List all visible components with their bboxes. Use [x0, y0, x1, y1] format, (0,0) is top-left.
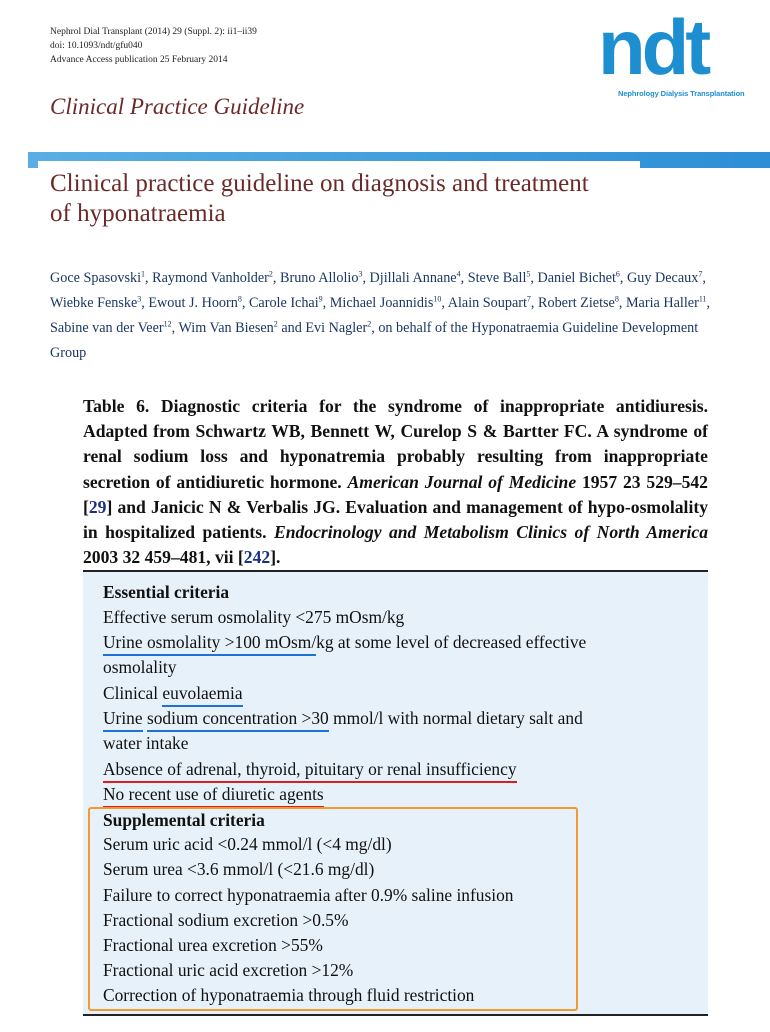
supplemental-criterion: Serum urea <3.6 mmol/l (<21.6 mg/dl) [103, 859, 375, 879]
blue-underline-urine: Urine [103, 708, 143, 732]
author-affiliation: 12 [163, 319, 172, 329]
article-title-line1: Clinical practice guideline on diagnosis and treatment [50, 170, 589, 197]
author-separator: and [277, 320, 306, 336]
caption-text-5: ]. [270, 547, 281, 568]
author-affiliation: 11 [698, 294, 707, 304]
author-entry [148, 295, 241, 311]
author-name[interactable]: Wim Van Biesen [178, 320, 274, 336]
author-entry [448, 295, 531, 311]
author-name[interactable]: Raymond Vanholder [152, 270, 269, 286]
author-separator: , [460, 270, 468, 286]
blue-underline-sodium-concentration: sodium concentration >30 [147, 708, 329, 732]
author-entry [538, 270, 620, 286]
caption-text-2: 1957 23 529–542 [ [83, 471, 708, 517]
author-separator: , [441, 295, 448, 311]
author-entry [627, 270, 702, 286]
caption-journal-2: Endocrinology and Metabolism Clinics of North America [273, 522, 708, 543]
caption-text-3: ] and Janicic N & Verbalis JG. Evaluation and management of hypo-osmolality in hospitalized patients. [83, 496, 708, 543]
author-affiliation: 10 [433, 294, 442, 304]
author-affiliation: 7 [526, 294, 531, 304]
supplemental-criterion: Failure to correct hyponatraemia after 0.9% saline infusion [103, 885, 514, 905]
article-title [50, 169, 640, 229]
author-separator: , [322, 295, 330, 311]
essential-criterion-urine-osmolality [103, 630, 586, 655]
section-label: Clinical Practice Guideline [50, 94, 305, 119]
caption-text-4: 2003 32 459–481, vii [ [83, 547, 244, 568]
author-affiliation: 3 [358, 269, 363, 279]
author-name[interactable]: Bruno Allolio [280, 270, 359, 286]
author-name[interactable]: Evi Nagler [305, 320, 368, 336]
author-entry [330, 295, 442, 311]
author-entry [305, 320, 371, 336]
author-entry [280, 270, 362, 286]
caption-text-1: Table 6. Diagnostic criteria for the syndrome of inappropriate antidiuresis. Adapted from Schwartz WB, Bennett W, Curelop S & Bartter FC. A syndrome of renal sodium loss and hyponatremia probably resulting from inappropriate secretion of antidiuretic hormone. [83, 396, 708, 492]
author-affiliation: 1 [141, 269, 146, 279]
author-entry [370, 270, 461, 286]
author-separator: , [619, 270, 628, 286]
author-name[interactable]: Maria Haller [625, 295, 699, 311]
essential-criterion-diuretics [103, 782, 324, 807]
ndt-logo [598, 3, 745, 100]
supplemental-criterion: Correction of hyponatraemia through fluid restriction [103, 985, 475, 1005]
author-name[interactable]: Guy Decaux [627, 270, 699, 286]
author-affiliation: 2 [273, 319, 278, 329]
author-affiliation: 5 [526, 269, 531, 279]
logo-subtitle: Nephrology Dialysis Transplantation [618, 89, 745, 98]
blue-underline-euvolaemia: euvolaemia [162, 683, 242, 707]
blue-underline-urine-osmolality: Urine osmolality >100 mOsm/ [103, 632, 316, 656]
essential-criteria-heading: Essential criteria [103, 582, 230, 602]
author-name[interactable]: Alain Soupart [447, 295, 527, 311]
logo-text: ndt [598, 3, 708, 91]
red-underline-diuretics: No recent use of diuretic agents [103, 784, 324, 808]
author-separator: , [706, 295, 711, 311]
author-affiliation: 8 [237, 294, 242, 304]
author-affiliation: 3 [137, 294, 142, 304]
reference-link-242[interactable]: 242 [243, 547, 271, 568]
author-separator: , on behalf of the Hyponatraemia Guideline Development Group [50, 320, 699, 361]
essential-criterion-osmolality-cont: osmolality [103, 657, 177, 677]
supplemental-criteria-heading: Supplemental criteria [103, 810, 265, 830]
author-separator: , [241, 295, 249, 311]
author-entry [152, 270, 273, 286]
author-separator: , [530, 295, 539, 311]
author-affiliation: 6 [615, 269, 620, 279]
essential-criterion-insufficiency [103, 757, 517, 782]
author-name[interactable]: Goce Spasovski [50, 270, 142, 286]
author-affiliation: 2 [367, 319, 372, 329]
author-list [50, 266, 730, 366]
author-name[interactable]: Michael Joannidis [329, 295, 434, 311]
essential-criterion-water-intake: water intake [103, 733, 189, 753]
essential-criterion-urine-sodium [103, 706, 583, 731]
euvolaemia-prefix: Clinical [103, 683, 163, 703]
author-entry [50, 270, 145, 286]
essential-criterion-euvolaemia [103, 681, 243, 706]
supplemental-criterion: Fractional uric acid excretion >12% [103, 960, 354, 980]
author-name[interactable]: Robert Zietse [538, 295, 615, 311]
journal-citation: Nephrol Dial Transplant (2014) 29 (Suppl. 2): ii1–ii39 [50, 27, 257, 37]
author-affiliation: 8 [614, 294, 619, 304]
urine-sodium-rest: mmol/l with normal dietary salt and [328, 708, 583, 728]
author-affiliation: 2 [268, 269, 273, 279]
author-name[interactable]: Daniel Bichet [537, 270, 616, 286]
journal-doi: doi: 10.1093/ndt/gfu040 [50, 41, 143, 51]
author-name[interactable]: Sabine van der Veer [50, 320, 164, 336]
author-separator: , [145, 270, 153, 286]
author-name[interactable]: Ewout J. Hoorn [148, 295, 238, 311]
author-name[interactable]: Carole Ichai [248, 295, 319, 311]
caption-journal-1: American Journal of Medicine [347, 471, 577, 492]
author-separator: , [171, 320, 179, 336]
reference-link-29[interactable]: 29 [88, 496, 107, 517]
author-affiliation: 7 [698, 269, 703, 279]
author-entry [538, 295, 619, 311]
supplemental-criterion: Serum uric acid <0.24 mmol/l (<4 mg/dl) [103, 834, 392, 854]
urine-osmolality-rest: kg at some level of decreased effective [316, 632, 587, 652]
author-entry [468, 270, 531, 286]
supplemental-criterion: Fractional urea excretion >55% [103, 935, 323, 955]
author-entry [50, 320, 172, 336]
article-title-line2: of hyponatraemia [50, 200, 226, 227]
journal-header [50, 25, 257, 67]
author-affiliation: 9 [318, 294, 323, 304]
author-separator: , [362, 270, 370, 286]
supplemental-criterion: Fractional sodium excretion >0.5% [103, 910, 349, 930]
author-separator: , [618, 295, 626, 311]
author-entry [50, 295, 141, 311]
table-bottom-rule [83, 1014, 708, 1016]
author-affiliation: 4 [456, 269, 461, 279]
author-separator: , [530, 270, 538, 286]
title-box [38, 161, 640, 229]
author-name[interactable]: Djillali Annane [369, 270, 457, 286]
author-separator: , [272, 270, 280, 286]
essential-criterion-serum-osmolality: Effective serum osmolality <275 mOsm/kg [103, 607, 405, 627]
red-underline-insufficiency: Absence of adrenal, thyroid, pituitary or renal insufficiency [103, 759, 517, 783]
table-caption [83, 394, 708, 570]
author-entry [249, 295, 323, 311]
author-separator: , [141, 295, 149, 311]
author-entry [626, 295, 707, 311]
author-name[interactable]: Wiebke Fenske [50, 295, 138, 311]
author-entry [178, 320, 277, 336]
author-name[interactable]: Steve Ball [467, 270, 527, 286]
author-separator: , [702, 270, 706, 286]
journal-access-date: Advance Access publication 25 February 2014 [50, 55, 228, 65]
